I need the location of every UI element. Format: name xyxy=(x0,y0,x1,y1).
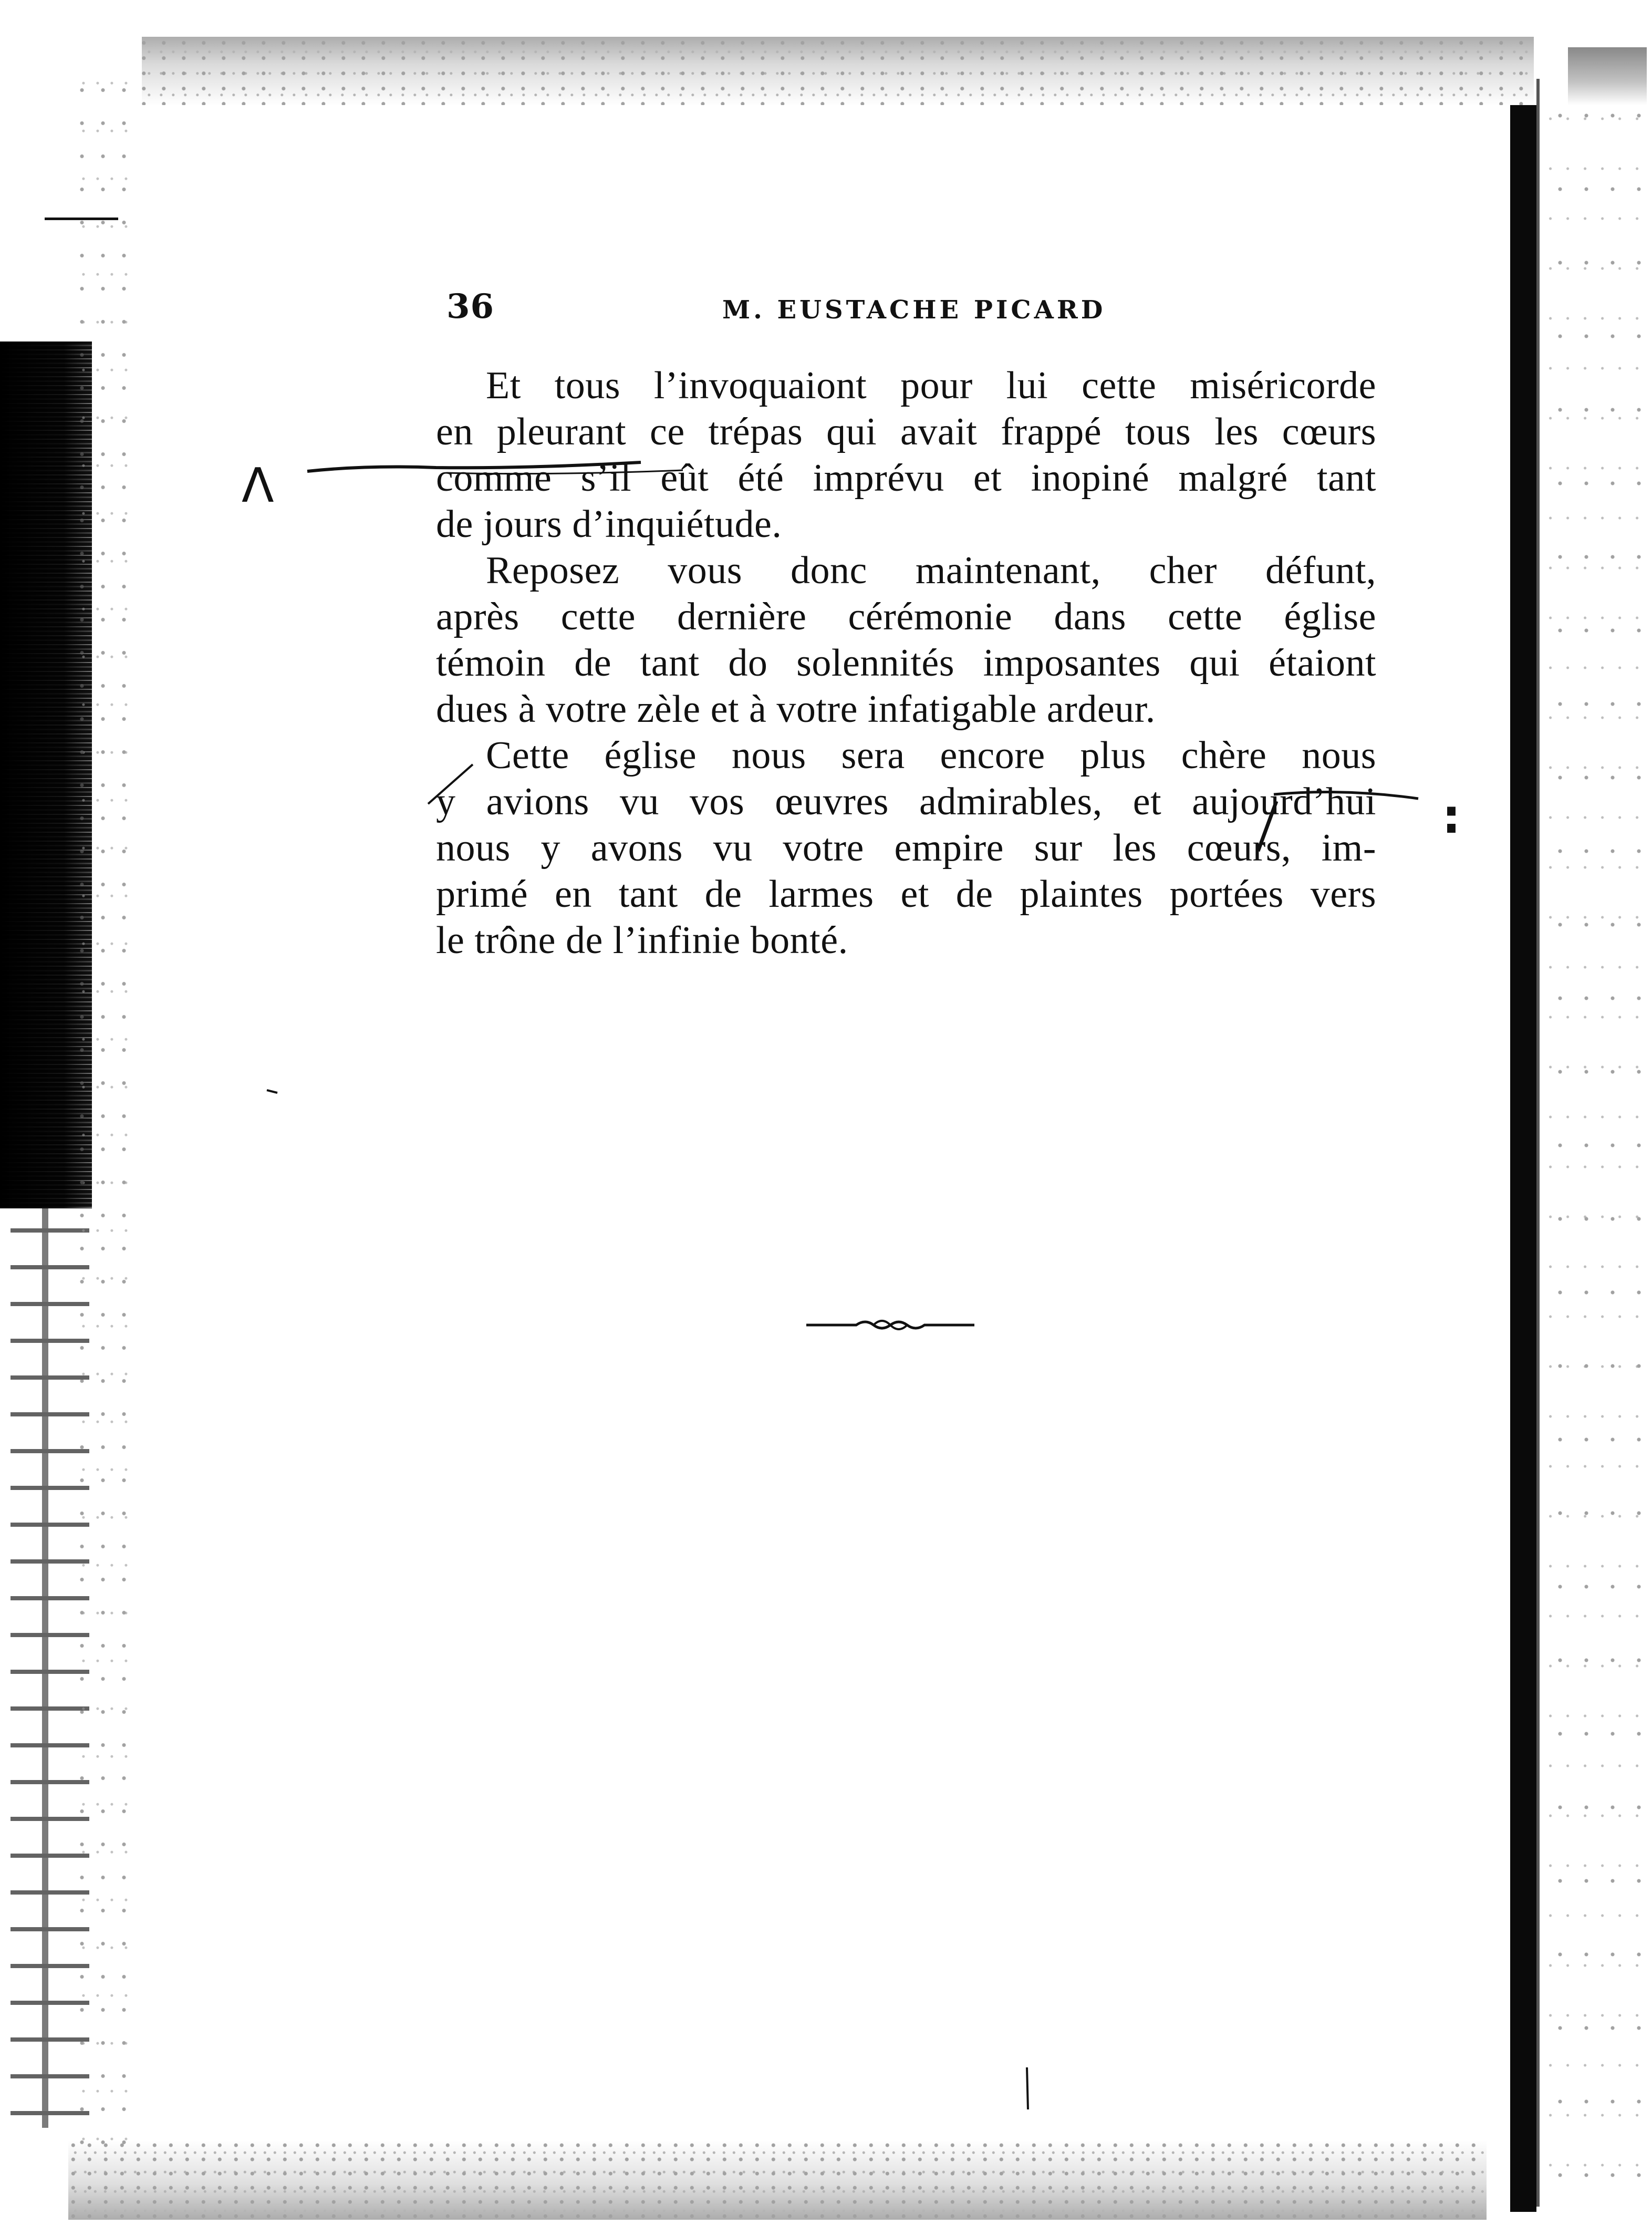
text-line: après cette dernière cérémonie dans cette église xyxy=(436,595,1376,638)
scan-speckle-right xyxy=(1547,79,1647,2207)
text-line: y avions vu vos œuvres admirables, et aujourd’hui xyxy=(436,780,1376,823)
text-line: témoin de tant do solennités imposantes qui étaiont xyxy=(436,641,1376,685)
text-line: primé en tant de larmes et de plaintes portées vers xyxy=(436,873,1376,916)
text-line: le trône de l’infinie bonté. xyxy=(436,919,848,962)
fleuron-ornament xyxy=(806,1313,974,1337)
text-line: comme s’il eût été imprévu et inopiné malgré tant xyxy=(436,457,1376,500)
text-line: dues à votre zèle et à votre infatigable ardeur. xyxy=(436,688,1156,731)
scan-rule-left xyxy=(45,218,118,220)
text-line: de jours d’inquiétude. xyxy=(436,503,782,546)
scan-edge-right xyxy=(1536,79,1540,2207)
stray-mark xyxy=(1027,2067,1028,2109)
page-number: 36 xyxy=(446,287,495,326)
paragraph-1 xyxy=(436,363,1376,547)
stray-mark xyxy=(267,1090,277,1093)
text-line: en pleurant ce trépas qui avait frappé tous les cœurs xyxy=(436,410,1376,453)
scan-binding-bar-right xyxy=(1510,105,1536,2212)
margin-colon-mark: : xyxy=(1442,789,1461,844)
text-line: Reposez vous donc maintenant, cher défunt, xyxy=(486,549,1376,592)
paragraph-3 xyxy=(436,732,1376,964)
margin-caret-mark: Λ xyxy=(242,458,274,513)
paragraph-2 xyxy=(436,547,1376,732)
body-text xyxy=(436,363,1376,964)
running-head xyxy=(446,287,1402,334)
text-line: nous y avons vu votre empire sur les cœurs, im- xyxy=(436,826,1376,870)
scan-edge-bottom xyxy=(68,2141,1487,2220)
scan-speckle-left xyxy=(74,74,131,2149)
scan-edge-top xyxy=(142,37,1534,105)
text-line: Et tous l’invoquaiont pour lui cette miséricorde xyxy=(486,364,1376,407)
running-title: M. EUSTACHE PICARD xyxy=(722,295,1106,325)
text-line: Cette église nous sera encore plus chère nous xyxy=(486,734,1376,777)
